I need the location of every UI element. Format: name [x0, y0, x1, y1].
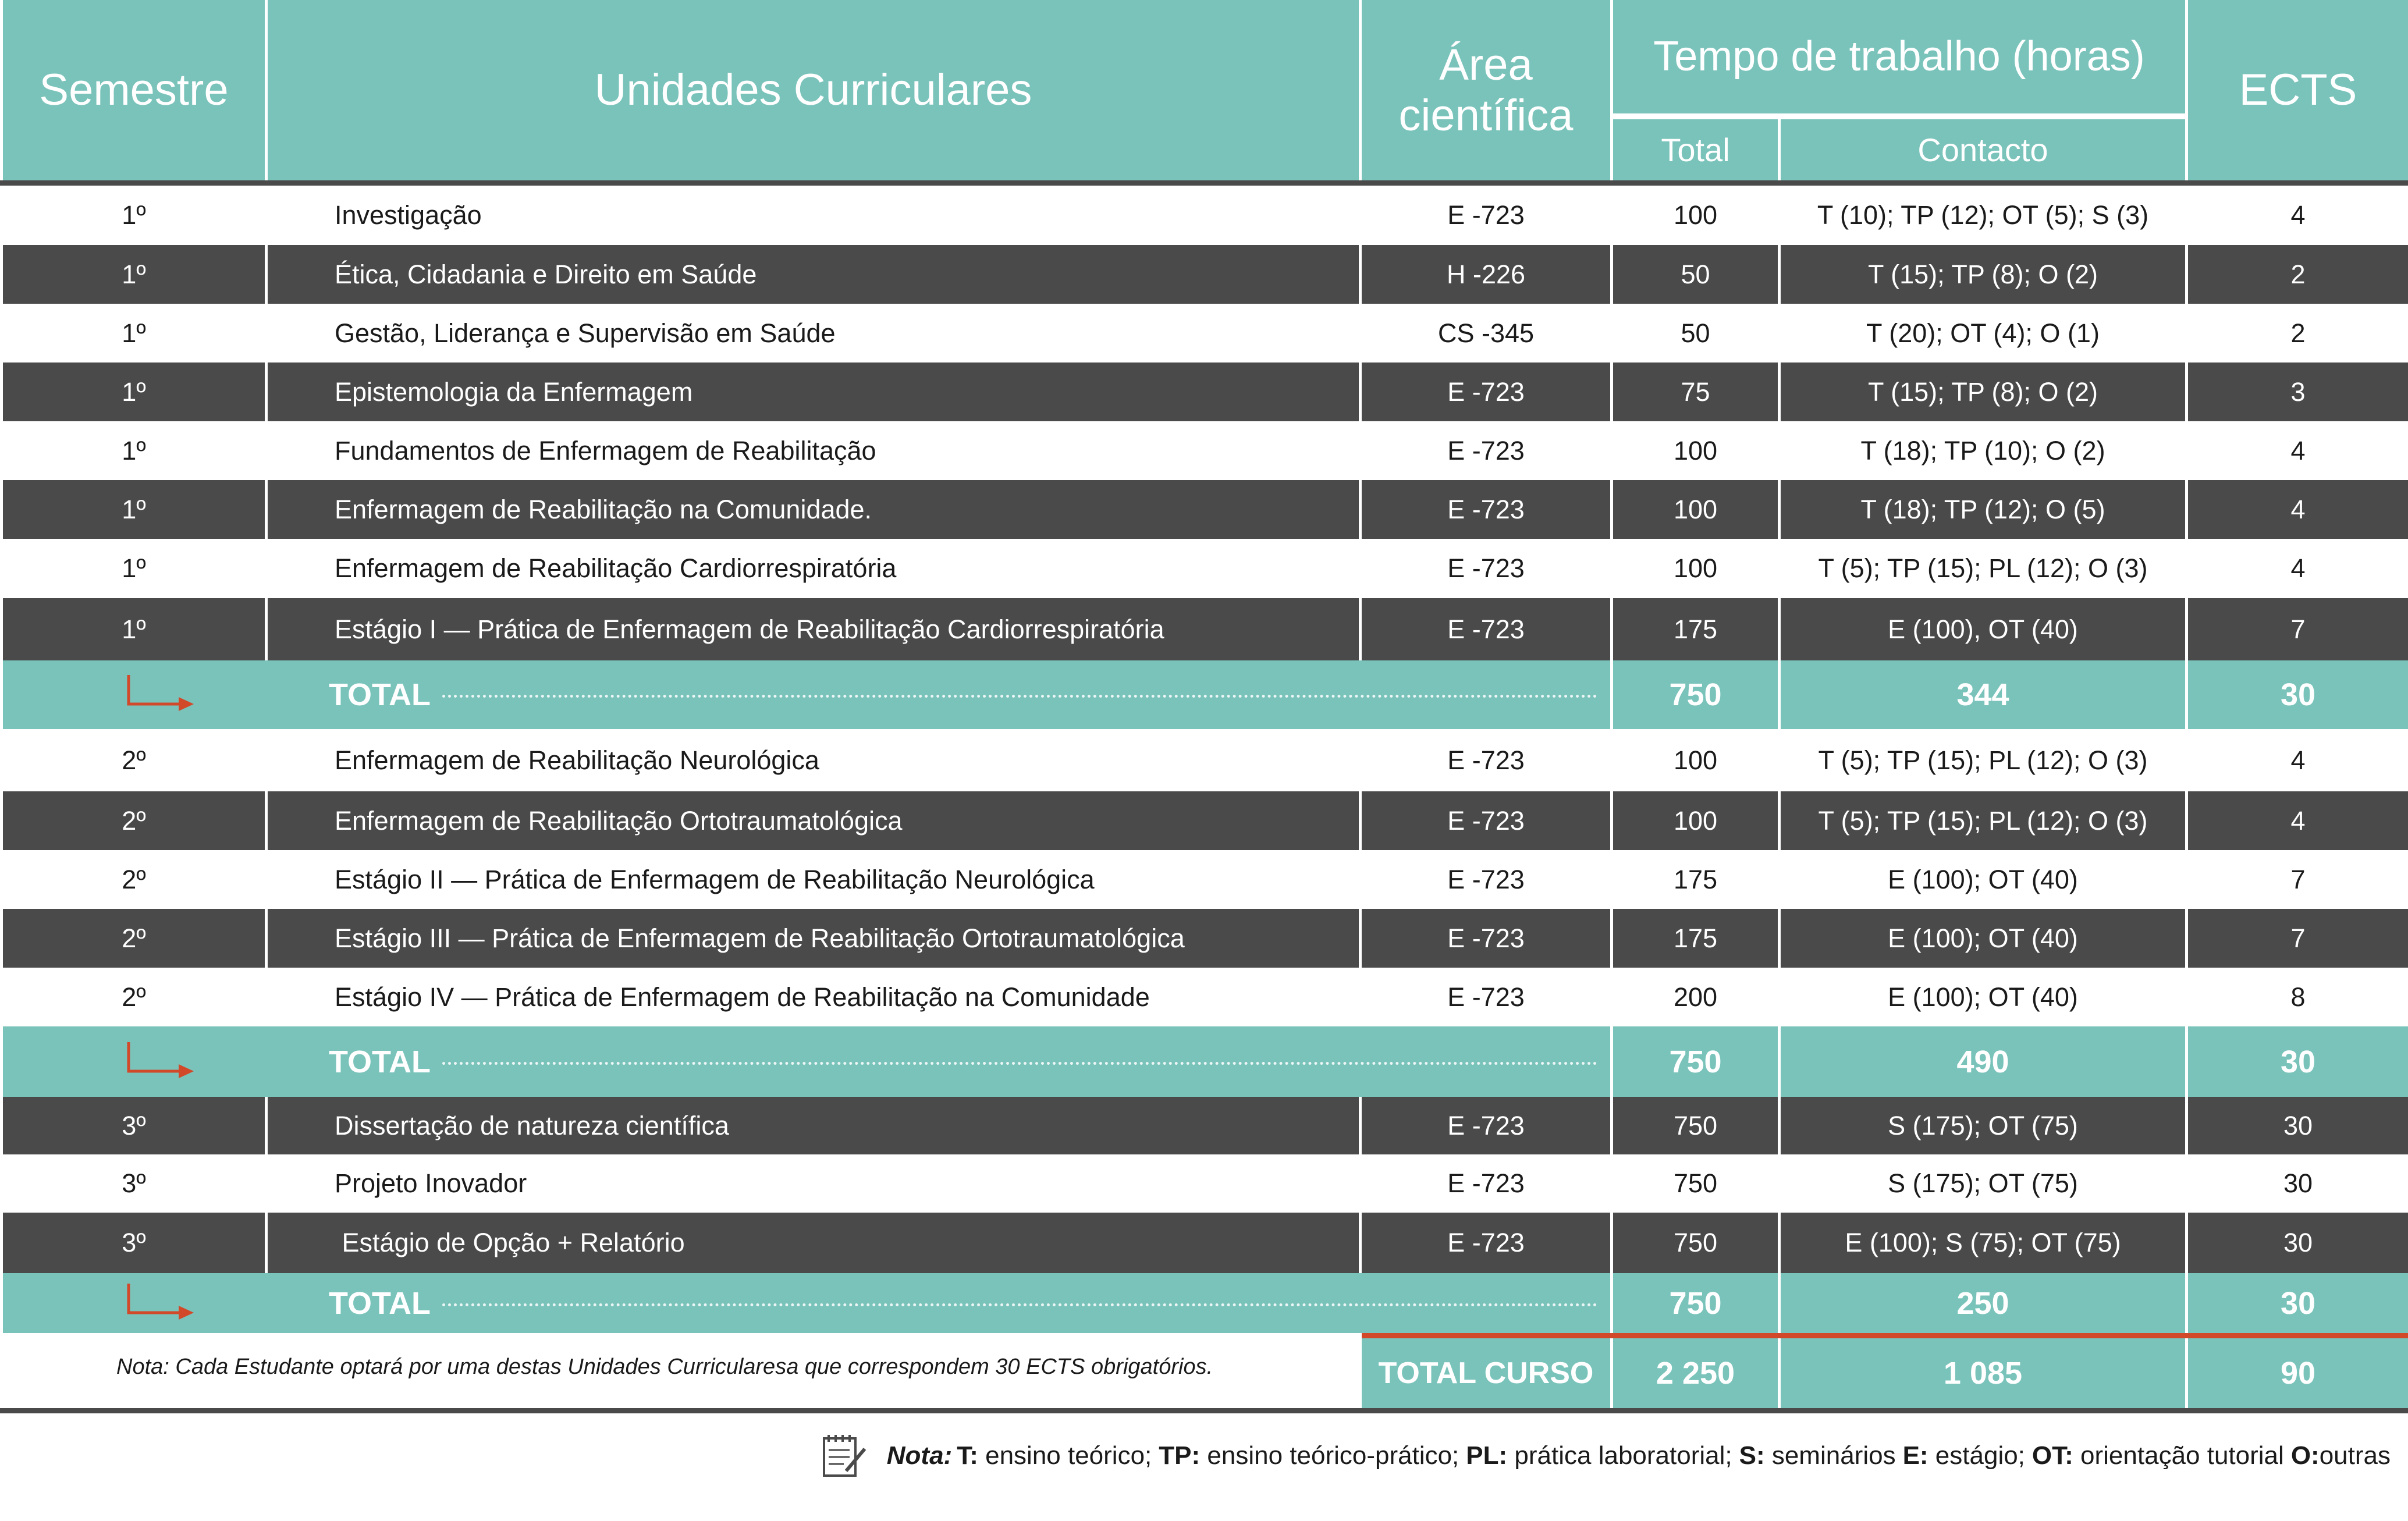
table-row: [0, 1097, 2408, 1154]
legend-code: T:: [957, 1441, 978, 1470]
cell-contacto-horas: S (175); OT (75): [1781, 1097, 2185, 1154]
total-curso-ects: 90: [2188, 1338, 2408, 1408]
cell-total-horas: 175: [1613, 598, 1778, 660]
header-ects: ECTS: [2188, 0, 2408, 180]
cell-unidade-curricular: Estágio de Opção + Relatório: [268, 1213, 1359, 1273]
table-row: [0, 304, 2408, 363]
legend-nota: Nota:: [886, 1441, 953, 1470]
cell-semestre: 1º: [3, 186, 265, 245]
header-area-line1: Área: [1439, 40, 1533, 90]
header-separator: [0, 180, 2408, 186]
nota-opcao: Nota: Cada Estudante optará por uma destas Unidades Curricularesa que correspondem 30 ECTS obrigatórios.: [116, 1355, 1213, 1379]
cell-unidade-curricular: Enfermagem de Reabilitação Neurológica: [268, 729, 1359, 791]
cell-ects: 4: [2188, 480, 2408, 539]
cell-unidade-curricular: Projeto Inovador: [268, 1154, 1359, 1213]
cell-contacto-horas: T (15); TP (8); O (2): [1781, 245, 2185, 304]
header-total: Total: [1613, 119, 1778, 180]
cell-area-cientifica: E -723: [1362, 539, 1610, 598]
table-row: [0, 480, 2408, 539]
legend-text: outras: [2319, 1441, 2391, 1470]
cell-area-cientifica: E -723: [1362, 186, 1610, 245]
cell-semestre: 2º: [3, 968, 265, 1026]
legend-items: [957, 1441, 2391, 1470]
cell-area-cientifica: CS -345: [1362, 304, 1610, 363]
cell-semestre: 1º: [3, 480, 265, 539]
cell-unidade-curricular: Enfermagem de Reabilitação Cardiorrespiratória: [268, 539, 1359, 598]
cell-ects: 7: [2188, 598, 2408, 660]
cell-ects: 7: [2188, 909, 2408, 968]
total-total-horas: 750: [1613, 1273, 1778, 1333]
table-row: [0, 598, 2408, 660]
table-row: [0, 1213, 2408, 1273]
total-contacto-horas: 490: [1781, 1026, 2185, 1097]
cell-total-horas: 750: [1613, 1154, 1778, 1213]
cell-unidade-curricular: Enfermagem de Reabilitação na Comunidade.: [268, 480, 1359, 539]
total-row: [0, 660, 2408, 729]
cell-area-cientifica: E -723: [1362, 791, 1610, 850]
cell-total-horas: 50: [1613, 304, 1778, 363]
total-ects: 30: [2188, 1026, 2408, 1097]
cell-unidade-curricular: Estágio IV — Prática de Enfermagem de Reabilitação na Comunidade: [268, 968, 1359, 1026]
cell-contacto-horas: E (100); S (75); OT (75): [1781, 1213, 2185, 1273]
total-curso-total: 2 250: [1613, 1338, 1778, 1408]
total-total-horas: 750: [1613, 660, 1778, 729]
legend-text: ensino teórico-prático;: [1200, 1441, 1459, 1470]
total-label: TOTAL: [329, 677, 431, 712]
dotted-leader: [442, 695, 1597, 698]
cell-total-horas: 750: [1613, 1213, 1778, 1273]
cell-ects: 8: [2188, 968, 2408, 1026]
arrow-icon: [125, 1281, 195, 1325]
cell-total-horas: 100: [1613, 729, 1778, 791]
cell-semestre: 2º: [3, 729, 265, 791]
cell-total-horas: 75: [1613, 363, 1778, 421]
cell-area-cientifica: E -723: [1362, 480, 1610, 539]
cell-area-cientifica: E -723: [1362, 909, 1610, 968]
table-row: [0, 850, 2408, 909]
cell-area-cientifica: E -723: [1362, 598, 1610, 660]
cell-contacto-horas: E (100); OT (40): [1781, 909, 2185, 968]
cell-semestre: 2º: [3, 791, 265, 850]
cell-area-cientifica: E -723: [1362, 1154, 1610, 1213]
cell-area-cientifica: E -723: [1362, 1097, 1610, 1154]
cell-total-horas: 200: [1613, 968, 1778, 1026]
cell-area-cientifica: E -723: [1362, 968, 1610, 1026]
cell-unidade-curricular: Gestão, Liderança e Supervisão em Saúde: [268, 304, 1359, 363]
total-curso-accent-line: [1362, 1333, 2408, 1338]
header-area-line2: científica: [1398, 91, 1574, 140]
cell-area-cientifica: E -723: [1362, 850, 1610, 909]
table-row: [0, 245, 2408, 304]
cell-ects: 4: [2188, 421, 2408, 480]
table-row: [0, 186, 2408, 245]
cell-total-horas: 175: [1613, 909, 1778, 968]
cell-unidade-curricular: Investigação: [268, 186, 1359, 245]
legend-text: orientação tutorial: [2073, 1441, 2284, 1470]
cell-total-horas: 175: [1613, 850, 1778, 909]
cell-unidade-curricular: Estágio I — Prática de Enfermagem de Reabilitação Cardiorrespiratória: [268, 598, 1359, 660]
cell-unidade-curricular: Ética, Cidadania e Direito em Saúde: [268, 245, 1359, 304]
cell-contacto-horas: T (5); TP (15); PL (12); O (3): [1781, 539, 2185, 598]
dotted-leader: [442, 1303, 1597, 1306]
cell-contacto-horas: S (175); OT (75): [1781, 1154, 2185, 1213]
legend: [821, 1433, 2391, 1479]
cell-unidade-curricular: Enfermagem de Reabilitação Ortotraumatológica: [268, 791, 1359, 850]
cell-ects: 2: [2188, 304, 2408, 363]
cell-total-horas: 100: [1613, 539, 1778, 598]
legend-code: O:: [2290, 1441, 2320, 1470]
total-total-horas: 750: [1613, 1026, 1778, 1097]
cell-ects: 30: [2188, 1154, 2408, 1213]
total-contacto-horas: 250: [1781, 1273, 2185, 1333]
total-curso-label: TOTAL CURSO: [1362, 1338, 1610, 1408]
cell-semestre: 2º: [3, 909, 265, 968]
cell-total-horas: 100: [1613, 791, 1778, 850]
cell-unidade-curricular: Dissertação de natureza científica: [268, 1097, 1359, 1154]
total-label: TOTAL: [329, 1285, 431, 1321]
table-row: [0, 421, 2408, 480]
cell-ects: 30: [2188, 1097, 2408, 1154]
total-row: [0, 1026, 2408, 1097]
cell-contacto-horas: T (18); TP (10); O (2): [1781, 421, 2185, 480]
cell-semestre: 1º: [3, 421, 265, 480]
cell-total-horas: 100: [1613, 186, 1778, 245]
cell-ects: 4: [2188, 186, 2408, 245]
cell-total-horas: 100: [1613, 421, 1778, 480]
legend-text: seminários: [1764, 1441, 1896, 1470]
cell-ects: 3: [2188, 363, 2408, 421]
cell-area-cientifica: E -723: [1362, 729, 1610, 791]
cell-area-cientifica: E -723: [1362, 363, 1610, 421]
cell-contacto-horas: T (15); TP (8); O (2): [1781, 363, 2185, 421]
cell-area-cientifica: E -723: [1362, 421, 1610, 480]
cell-contacto-horas: T (5); TP (15); PL (12); O (3): [1781, 729, 2185, 791]
legend-code: OT:: [2031, 1441, 2073, 1470]
header-semestre: Semestre: [3, 0, 265, 180]
table-header: [0, 0, 2408, 180]
cell-semestre: 1º: [3, 598, 265, 660]
header-unidades: Unidades Curriculares: [268, 0, 1359, 180]
cell-unidade-curricular: Estágio II — Prática de Enfermagem de Reabilitação Neurológica: [268, 850, 1359, 909]
cell-contacto-horas: T (5); TP (15); PL (12); O (3): [1781, 791, 2185, 850]
total-ects: 30: [2188, 660, 2408, 729]
cell-unidade-curricular: Epistemologia da Enfermagem: [268, 363, 1359, 421]
header-area: [1362, 0, 1610, 180]
cell-contacto-horas: T (20); OT (4); O (1): [1781, 304, 2185, 363]
arrow-icon: [125, 673, 195, 716]
header-tempo: Tempo de trabalho (horas): [1613, 0, 2185, 113]
cell-total-horas: 50: [1613, 245, 1778, 304]
cell-contacto-horas: E (100); OT (40): [1781, 850, 2185, 909]
cell-ects: 4: [2188, 791, 2408, 850]
cell-unidade-curricular: Fundamentos de Enfermagem de Reabilitação: [268, 421, 1359, 480]
cell-ects: 4: [2188, 539, 2408, 598]
total-ects: 30: [2188, 1273, 2408, 1333]
cell-semestre: 1º: [3, 363, 265, 421]
legend-text: prática laboratorial;: [1507, 1441, 1732, 1470]
legend-text: ensino teórico;: [978, 1441, 1152, 1470]
cell-semestre: 2º: [3, 850, 265, 909]
cell-total-horas: 750: [1613, 1097, 1778, 1154]
cell-contacto-horas: E (100); OT (40): [1781, 968, 2185, 1026]
notes-icon: [821, 1433, 871, 1479]
total-curso-contacto: 1 085: [1781, 1338, 2185, 1408]
bottom-separator: [0, 1408, 2408, 1413]
table-row: [0, 1154, 2408, 1213]
header-contacto: Contacto: [1781, 119, 2185, 180]
legend-text: estágio;: [1928, 1441, 2025, 1470]
cell-unidade-curricular: Estágio III — Prática de Enfermagem de Reabilitação Ortotraumatológica: [268, 909, 1359, 968]
cell-semestre: 1º: [3, 539, 265, 598]
table-row: [0, 909, 2408, 968]
cell-semestre: 1º: [3, 304, 265, 363]
cell-area-cientifica: E -723: [1362, 1213, 1610, 1273]
table-row: [0, 729, 2408, 791]
table-row: [0, 539, 2408, 598]
cell-ects: 2: [2188, 245, 2408, 304]
dotted-leader: [442, 1062, 1597, 1065]
cell-ects: 4: [2188, 729, 2408, 791]
legend-code: PL:: [1466, 1441, 1508, 1470]
cell-semestre: 3º: [3, 1097, 265, 1154]
cell-semestre: 3º: [3, 1154, 265, 1213]
legend-code: TP:: [1159, 1441, 1201, 1470]
legend-code: S:: [1739, 1441, 1765, 1470]
cell-ects: 7: [2188, 850, 2408, 909]
cell-ects: 30: [2188, 1213, 2408, 1273]
total-contacto-horas: 344: [1781, 660, 2185, 729]
table-row: [0, 968, 2408, 1026]
cell-area-cientifica: H -226: [1362, 245, 1610, 304]
cell-contacto-horas: T (10); TP (12); OT (5); S (3): [1781, 186, 2185, 245]
cell-semestre: 3º: [3, 1213, 265, 1273]
cell-contacto-horas: T (18); TP (12); O (5): [1781, 480, 2185, 539]
cell-total-horas: 100: [1613, 480, 1778, 539]
legend-code: E:: [1902, 1441, 1928, 1470]
total-label: TOTAL: [329, 1044, 431, 1079]
table-row: [0, 363, 2408, 421]
total-row: [0, 1273, 2408, 1333]
arrow-icon: [125, 1040, 195, 1083]
cell-contacto-horas: E (100), OT (40): [1781, 598, 2185, 660]
table-row: [0, 791, 2408, 850]
cell-semestre: 1º: [3, 245, 265, 304]
